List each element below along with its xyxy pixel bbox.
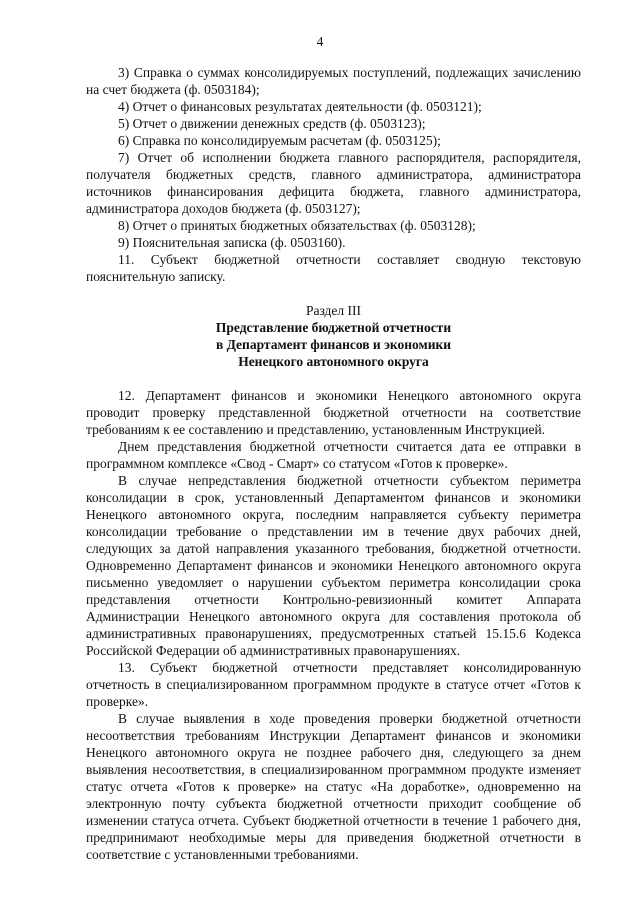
section-title-line: Представление бюджетной отчетности (215, 320, 452, 335)
paragraph-13: 13. Субъект бюджетной отчетности представляет консолидированную отчетность в специализированном программном продукте в статусе отчет «Готов к проверке». (86, 660, 581, 709)
list-item: 3) Справка о суммах консолидируемых поступлений, подлежащих зачислению на счет бюджета (ф. 0503184); (86, 65, 581, 97)
spacer (86, 370, 581, 387)
document-body (86, 64, 581, 863)
paragraph: В случае непредставления бюджетной отчетности субъектом периметра консолидации в срок, установленный Департаментом финансов и экономики Ненецкого автономного округа, последним направляется субъекту периметра консолидации требование о представлении им в течение двух рабочих дней, следующих за датой направления указанного требования, бюджетной отчетности. Одновременно Департамент финансов и экономики Ненецкого автономного округа письменно уведомляет о нарушении субъектом периметра консолидации срока представления отчетности Контрольно-ревизионный комитет Аппарата Администрации Ненецкого автономного округа для составления протокола об административных правонарушениях, предусмотренных статьей 15.15.6 Кодекса Российской Федерации об административных правонарушениях. (86, 473, 581, 658)
list-item: 6) Справка по консолидируемым расчетам (ф. 0503125); (118, 133, 441, 148)
paragraph-11: 11. Субъект бюджетной отчетности составляет сводную текстовую пояснительную записку. (86, 252, 581, 284)
paragraph: Днем представления бюджетной отчетности считается дата ее отправки в программном комплексе «Свод - Смарт» со статусом «Готов к проверке». (86, 439, 581, 471)
section-title-line: в Департамент финансов и экономики (215, 337, 452, 352)
section-heading (86, 302, 581, 370)
paragraph: В случае выявления в ходе проведения проверки бюджетной отчетности несоответствия требованиям Инструкции Департамент финансов и экономики Ненецкого автономного округа не позднее рабочего дня, следующего за днем выявления несоответствия, в специализированном программном продукте изменяет статус отчета «Готов к проверке» на статус «На доработке», одновременно на электронную почту субъекта бюджетной отчетности приходит сообщение об изменении статуса отчета. Субъект бюджетной отчетности в течение 1 рабочего дня, предпринимают необходимые меры для приведения бюджетной отчетности в соответствие с установленными требованиями. (86, 711, 581, 862)
paragraph-12: 12. Департамент финансов и экономики Ненецкого автономного округа проводит проверку представленной бюджетной отчетности на соответствие требованиям к ее составлению и представлению, установленным Инструкцией. (86, 388, 581, 437)
list-item: 5) Отчет о движении денежных средств (ф. 0503123); (118, 116, 426, 131)
section-label: Раздел III (305, 303, 362, 318)
list-item: 9) Пояснительная записка (ф. 0503160). (118, 235, 346, 250)
section-title-line: Ненецкого автономного округа (238, 354, 429, 369)
page-number: 4 (316, 34, 324, 49)
list-item: 7) Отчет об исполнении бюджета главного распорядителя, распорядителя, получателя бюджетных средств, главного администратора, администратора источников финансирования дефицита бюджета, главного администратора, администратора доходов бюджета (ф. 0503127); (86, 150, 581, 216)
list-item: 4) Отчет о финансовых результатах деятельности (ф. 0503121); (118, 99, 482, 114)
list-item: 8) Отчет о принятых бюджетных обязательствах (ф. 0503128); (118, 218, 476, 233)
